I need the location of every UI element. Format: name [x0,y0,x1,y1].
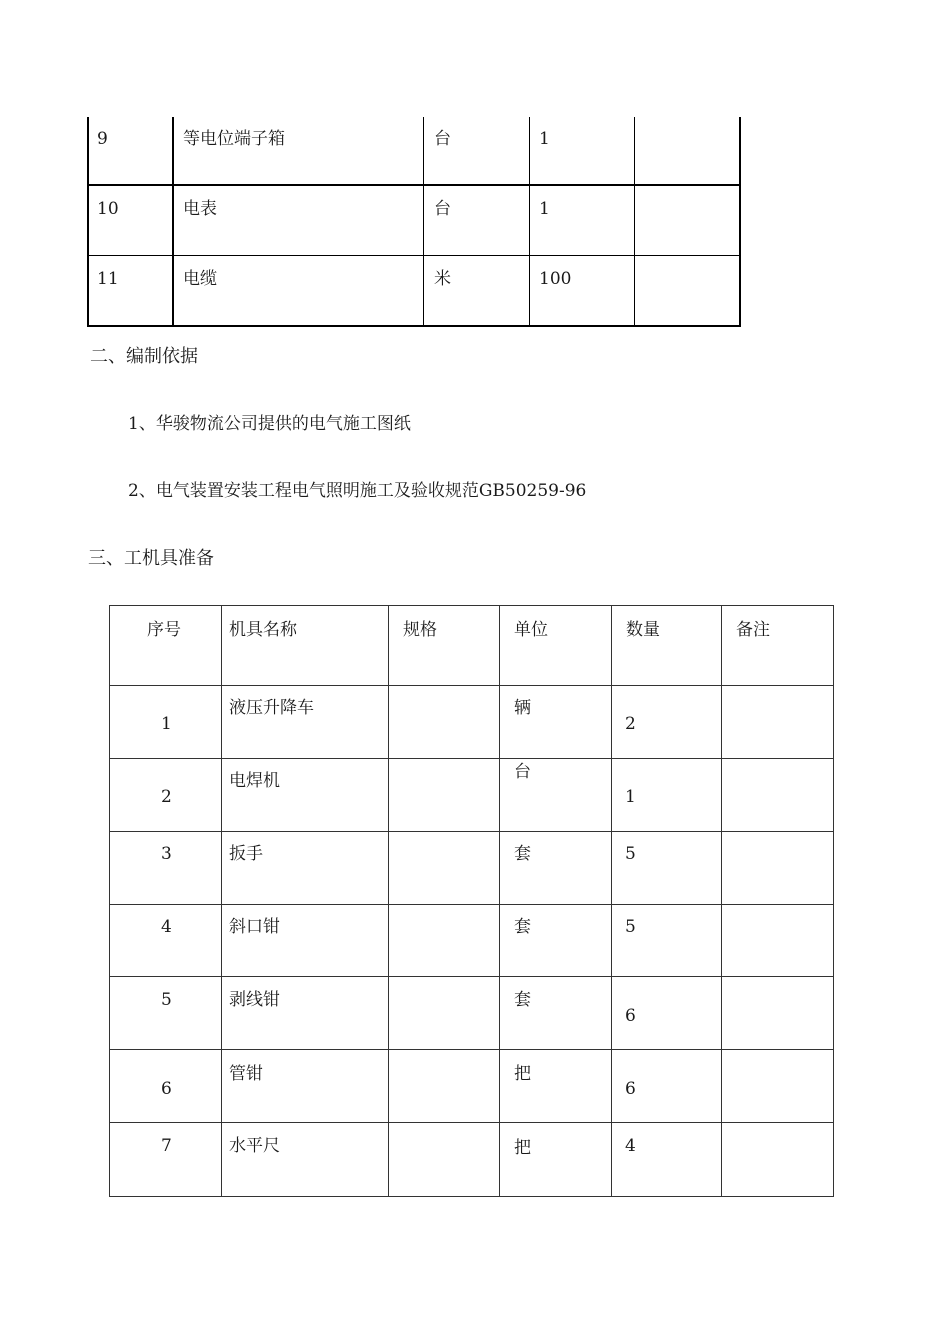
materials-table-col-divider [423,117,424,327]
cell-qty: 2 [625,714,636,734]
cell-no: 11 [97,269,119,289]
cell-qty: 6 [625,1079,636,1099]
tools-table-border-left [109,605,110,1197]
materials-table-col-divider [172,117,174,327]
cell-name: 等电位端子箱 [183,129,285,149]
cell-unit: 台 [434,129,451,149]
cell-qty: 5 [625,844,636,864]
cell-no: 9 [97,129,108,149]
header-spec: 规格 [403,620,437,640]
tools-table-row-divider [109,758,834,759]
cell-no: 1 [161,714,172,734]
cell-unit: 把 [514,1138,531,1158]
tools-table-col-divider [388,605,389,1197]
cell-unit: 台 [434,199,451,219]
cell-qty: 6 [625,1006,636,1026]
tools-table-row-divider [109,685,834,686]
cell-unit: 套 [514,990,531,1010]
cell-unit: 套 [514,917,531,937]
cell-name: 电缆 [183,269,217,289]
cell-no: 4 [161,917,172,937]
cell-name: 斜口钳 [229,917,280,937]
cell-no: 6 [161,1079,172,1099]
cell-no: 2 [161,787,172,807]
cell-name: 液压升降车 [229,698,314,718]
cell-no: 3 [161,844,172,864]
tools-table-col-divider [721,605,722,1197]
cell-unit: 台 [514,762,531,782]
tools-table-border-bottom [109,1196,834,1197]
basis-item: 1、华骏物流公司提供的电气施工图纸 [128,414,411,434]
cell-name: 电表 [183,199,217,219]
materials-table-col-divider [529,117,530,327]
header-name: 机具名称 [229,620,297,640]
tools-table-col-divider [221,605,222,1197]
tools-table-border-top [109,605,834,606]
cell-name: 剥线钳 [229,990,280,1010]
materials-table-border-left [87,117,89,327]
header-note: 备注 [736,620,770,640]
header-qty: 数量 [626,620,660,640]
cell-qty: 1 [625,787,636,807]
materials-table-border-bottom [87,325,741,327]
cell-name: 扳手 [229,844,263,864]
cell-qty: 1 [539,199,550,219]
materials-table-border-right [739,117,741,327]
section-heading: 三、工机具准备 [88,548,214,569]
tools-table-row-divider [109,904,834,905]
tools-table-row-divider [109,976,834,977]
cell-qty: 5 [625,917,636,937]
materials-table-row-divider [87,255,741,256]
tools-table-row-divider [109,1122,834,1123]
tools-table-col-divider [499,605,500,1197]
header-unit: 单位 [514,620,548,640]
tools-table-border-right [833,605,834,1197]
cell-no: 7 [161,1136,172,1156]
cell-unit: 辆 [514,698,531,718]
cell-name: 水平尺 [229,1136,280,1156]
cell-unit: 米 [434,269,451,289]
cell-no: 5 [161,990,172,1010]
cell-no: 10 [97,199,119,219]
cell-qty: 100 [539,269,572,289]
materials-table-col-divider [634,117,635,327]
cell-unit: 把 [514,1064,531,1084]
tools-table-row-divider [109,1049,834,1050]
cell-name: 管钳 [229,1064,263,1084]
section-heading: 二、编制依据 [90,346,198,367]
header-no: 序号 [147,620,181,640]
tools-table-row-divider [109,831,834,832]
cell-qty: 1 [539,129,550,149]
basis-item: 2、电气装置安装工程电气照明施工及验收规范GB50259-96 [128,481,587,501]
cell-unit: 套 [514,844,531,864]
cell-name: 电焊机 [229,771,280,791]
materials-table-row-divider [87,184,741,186]
tools-table-col-divider [611,605,612,1197]
cell-qty: 4 [625,1136,636,1156]
